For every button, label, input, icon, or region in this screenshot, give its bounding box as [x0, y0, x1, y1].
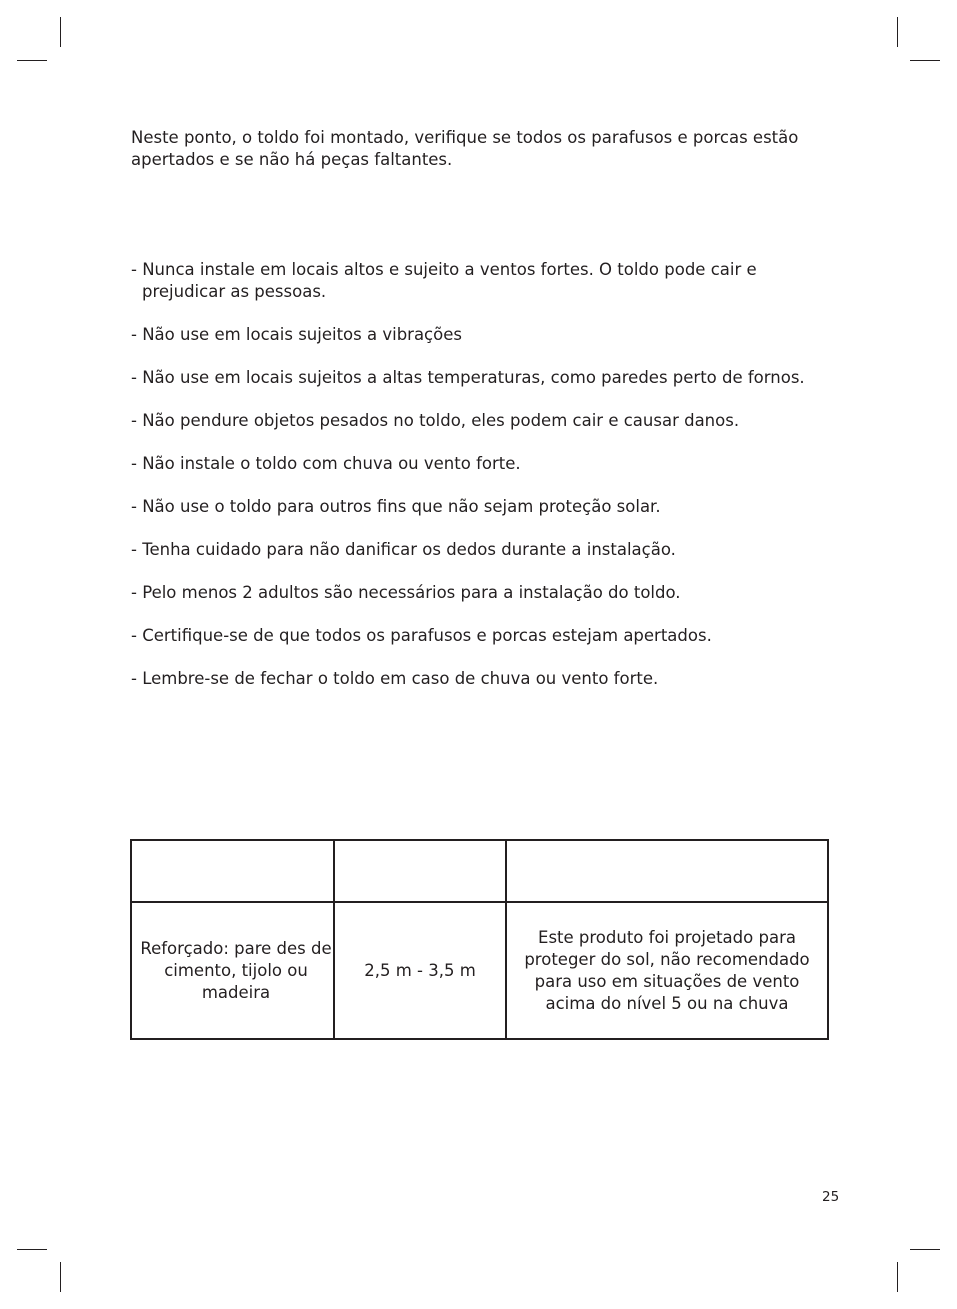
crop-mark: [910, 60, 940, 61]
table-header-cell: [506, 840, 828, 902]
warning-item: - Não use em locais sujeitos a altas temperaturas, como paredes perto de fornos.: [131, 367, 831, 389]
warning-item: - Certifique-se de que todos os parafusos e porcas estejam apertados.: [131, 625, 831, 647]
table-cell-note: [506, 902, 828, 1039]
warning-item: - Não instale o toldo com chuva ou vento forte.: [131, 453, 831, 475]
table-cell-surface: [131, 902, 334, 1039]
table-header-cell: [131, 840, 334, 902]
intro-paragraph: Neste ponto, o toldo foi montado, verifique se todos os parafusos e porcas estão apertados e se não há peças faltantes.: [131, 128, 799, 169]
spec-table: [130, 839, 829, 1040]
table-cell-height: [334, 902, 506, 1039]
crop-mark: [60, 1262, 61, 1292]
warning-item: - Não pendure objetos pesados no toldo, eles podem cair e causar danos.: [131, 410, 831, 432]
crop-mark: [60, 17, 61, 47]
warning-item: - Nunca instale em locais altos e sujeito a ventos fortes. O toldo pode cair e prejudicar as pessoas.: [131, 259, 831, 303]
crop-mark: [17, 60, 47, 61]
surface-text: Reforçado: pare des de cimento, tijolo ou madeira: [140, 938, 332, 1002]
crop-mark: [910, 1249, 940, 1250]
crop-mark: [897, 1262, 898, 1292]
warning-list: [131, 259, 831, 711]
crop-mark: [897, 17, 898, 47]
table-header-cell: [334, 840, 506, 902]
warning-item: - Pelo menos 2 adultos são necessários para a instalação do toldo.: [131, 582, 831, 604]
note-text: Este produto foi projetado para proteger do sol, não recomendado para uso em situações de vento acima do nível 5 ou na chuva: [524, 927, 810, 1013]
page-number: 25: [822, 1189, 840, 1205]
table-header-row: [131, 840, 828, 902]
table-row: [131, 902, 828, 1039]
warning-item: - Não use em locais sujeitos a vibrações: [131, 324, 831, 346]
crop-mark: [17, 1249, 47, 1250]
warning-item: - Lembre-se de fechar o toldo em caso de chuva ou vento forte.: [131, 668, 831, 690]
warning-item: - Tenha cuidado para não danificar os dedos durante a instalação.: [131, 539, 831, 561]
warning-item: - Não use o toldo para outros fins que não sejam proteção solar.: [131, 496, 831, 518]
height-text: 2,5 m - 3,5 m: [364, 960, 476, 980]
